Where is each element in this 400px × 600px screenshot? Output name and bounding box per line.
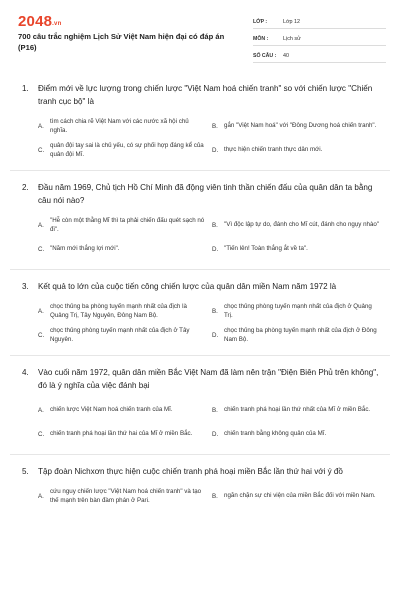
option-text: ngăn chặn sự chi viện của miền Bắc đối với miền Nam. [224,492,376,500]
option-text: "Tiến lên! Toàn thắng ắt về ta". [224,245,308,253]
meta-value: Lớp 12 [283,18,301,25]
question-header [22,181,380,207]
question-number: 4. [22,368,29,377]
answer-option-b[interactable] [212,486,380,506]
option-letter: B. [212,122,218,130]
logo-main: 2048 [18,13,53,30]
option-text: chiến lược Việt Nam hoá chiến tranh của Mĩ. [50,406,173,414]
question-text: Vào cuối năm 1972, quân dân miền Bắc Việt Nam đã làm nên trận "Điện Biên Phủ trên không", đó là ý nghĩa của việc đánh bại [38,368,379,390]
answer-option-b[interactable] [212,215,380,235]
option-letter: C. [38,146,45,154]
option-text: "Vì độc lập tự do, đánh cho Mĩ cút, đánh cho ngụy nhào" [224,221,380,229]
answer-option-d[interactable] [212,239,380,259]
option-text: chiến tranh phá hoại lần thứ nhất của Mĩ ở miền Bắc. [224,406,371,414]
option-letter: D. [212,245,219,253]
answer-options [22,301,380,345]
meta-label: SỐ CÂU : [253,52,277,59]
question-text: Tập đoàn Nichxơn thực hiện cuộc chiến tranh phá hoại miền Bắc lần thứ hai với ý đồ [38,467,343,476]
answer-option-c[interactable] [38,239,206,259]
answer-option-c[interactable] [38,424,206,444]
answer-option-c[interactable] [38,325,206,345]
answer-option-d[interactable] [212,325,380,345]
meta-label: LỚP : [253,18,268,25]
option-letter: A. [38,406,44,414]
option-letter: B. [212,307,218,315]
question-number: 2. [22,183,29,192]
answer-option-d[interactable] [212,140,380,160]
question-number: 3. [22,282,29,291]
meta-row-subject [253,32,386,46]
answer-option-b[interactable] [212,400,380,420]
option-letter: A. [38,307,44,315]
option-text: chiến tranh phá hoại lần thứ hai của Mĩ ở miền Bắc. [50,430,193,438]
option-text: thực hiện chiến tranh thực dân mới. [224,146,323,154]
meta-row-class [253,15,386,29]
answer-option-a[interactable] [38,301,206,321]
answer-option-b[interactable] [212,301,380,321]
question-text: Điểm mới về lực lượng trong chiến lược "Việt Nam hoá chiến tranh" so với chiến lược "Chiến tranh cục bộ" là [38,84,373,106]
answer-option-a[interactable] [38,400,206,420]
meta-label: MÔN : [253,35,269,42]
question-header [22,82,380,108]
question-item [10,455,390,516]
document-title: 700 câu trắc nghiệm Lịch Sử Việt Nam hiện đại có đáp án (P16) [18,32,225,52]
meta-row-question-count [253,49,386,63]
answer-option-a[interactable] [38,486,206,506]
option-letter: C. [38,331,45,339]
option-text: chọc thủng phòng tuyến mạnh nhất của địch ở Quảng Trị. [224,302,372,319]
option-text: chọc thủng ba phòng tuyến mạnh nhất của địch là Quảng Trị, Tây Nguyên, Đông Nam Bộ. [50,302,187,319]
answer-options [22,400,380,444]
answer-option-b[interactable] [212,116,380,136]
question-item [10,171,390,270]
option-letter: D. [212,430,219,438]
question-header [22,366,380,392]
option-letter: B. [212,406,218,414]
logo-suffix: .vn [52,21,62,27]
answer-option-c[interactable] [38,140,206,160]
question-item [10,72,390,171]
question-header [22,280,380,293]
option-text: "Hễ còn một thằng Mĩ thì ta phải chiến đấu quét sạch nó đi". [50,216,205,233]
option-text: chọc thủng phòng tuyến mạnh nhất của địch ở Tây Nguyên. [50,326,190,343]
question-text: Đầu năm 1969, Chủ tịch Hồ Chí Minh đã động viên tinh thần chiến đấu của quân dân ta bằng câu nói nào? [38,183,373,205]
answer-option-a[interactable] [38,215,206,235]
answer-options [22,486,380,506]
question-header [22,465,380,478]
page-header [0,0,400,62]
option-letter: C. [38,430,45,438]
question-text: Kết quả to lớn của cuộc tiến công chiến lược của quân dân miền Nam năm 1972 là [38,282,337,291]
question-number: 5. [22,467,29,476]
option-letter: D. [212,146,219,154]
document-meta [253,15,386,66]
answer-option-a[interactable] [38,116,206,136]
question-item [10,356,390,455]
option-letter: B. [212,492,218,500]
option-text: chọc thủng ba phòng tuyến mạnh nhất của địch ở Đông Nam Bộ. [224,326,377,343]
option-letter: A. [38,221,44,229]
answer-option-d[interactable] [212,424,380,444]
question-list [10,72,390,516]
question-item [10,270,390,356]
answer-options [22,215,380,259]
option-text: gắn "Việt Nam hoá" với "Đông Dương hoá chiến tranh". [224,122,377,130]
option-text: chiến tranh bằng không quân của Mĩ. [224,430,327,438]
meta-value: 40 [283,52,289,59]
option-letter: A. [38,492,44,500]
option-letter: B. [212,221,218,229]
answer-options [22,116,380,160]
option-text: tìm cách chia rẽ Việt Nam với các nước xã hội chủ nghĩa. [50,117,189,134]
option-letter: C. [38,245,45,253]
option-letter: D. [212,331,219,339]
question-number: 1. [22,84,29,93]
option-text: cứu nguy chiến lược "Việt Nam hoá chiến tranh" và tạo thế mạnh trên bàn đàm phán ở Pari. [50,487,202,504]
meta-value: Lịch sử [283,35,301,42]
option-text: quân đội tay sai là chủ yếu, có sự phối hợp đáng kể của quân đội Mĩ. [50,141,204,158]
option-letter: A. [38,122,44,130]
option-text: "Năm mới thắng lợi mới". [50,245,120,253]
